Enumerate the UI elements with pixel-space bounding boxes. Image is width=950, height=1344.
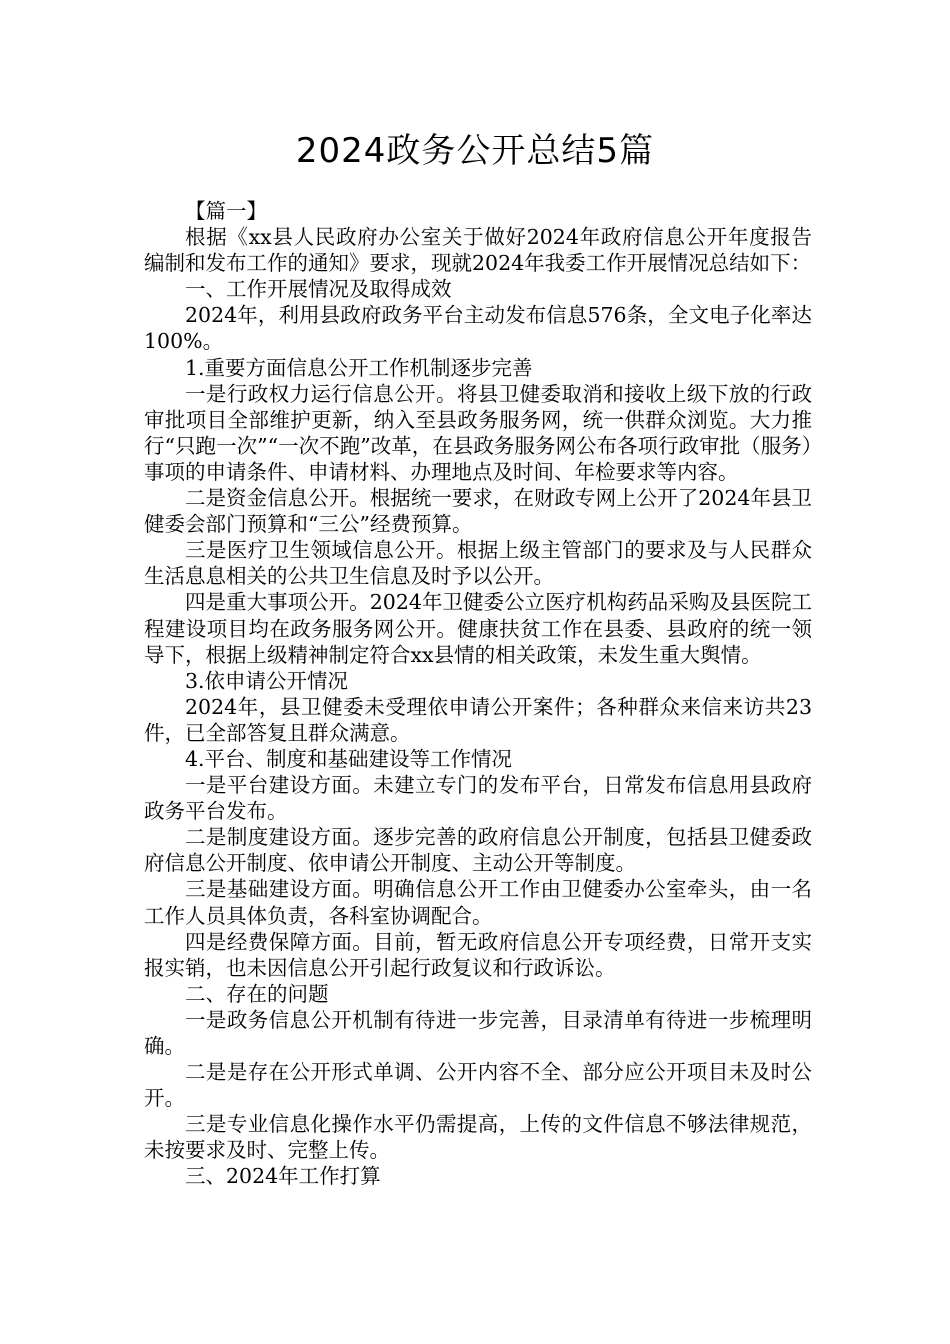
heading-2: 4.平台、制度和基础建设等工作情况 [185,746,513,771]
paragraph: 2024年，县卫健委未受理依申请公开案件；各种群众来信来访共23件，已全部答复且群众满意。 [144,694,812,745]
paragraph: 一是政务信息公开机制有待进一步完善，目录清单有待进一步梳理明确。 [144,1007,812,1058]
paragraph: 一是平台建设方面。未建立专门的发布平台，日常发布信息用县政府政务平台发布。 [144,773,812,824]
document-body [144,198,812,1190]
heading-1: 一、工作开展情况及取得成效 [185,277,452,302]
paragraph: 二是是存在公开形式单调、公开内容不全、部分应公开项目未及时公开。 [144,1060,812,1111]
document-title: 2024政务公开总结5篇 [295,131,655,171]
heading-2: 3.依申请公开情况 [185,668,349,693]
section-label: 【篇一】 [185,199,267,223]
heading-1: 二、存在的问题 [185,981,329,1006]
paragraph: 2024年，利用县政府政务平台主动发布信息576条，全文电子化率达100%。 [144,303,812,354]
paragraph: 四是经费保障方面。目前，暂无政府信息公开专项经费，日常开支实报实销，也未因信息公开引起行政复议和行政诉讼。 [144,929,812,980]
heading-2: 1.重要方面信息公开工作机制逐步完善 [185,355,533,380]
paragraph: 根据《xx县人民政府办公室关于做好2024年政府信息公开年度报告编制和发布工作的通知》要求，现就2024年我委工作开展情况总结如下： [144,225,812,276]
paragraph: 四是重大事项公开。2024年卫健委公立医疗机构药品采购及县医院工程建设项目均在政务服务网公开。健康扶贫工作在县委、县政府的统一领导下，根据上级精神制定符合xx县情的相关政策，未发生重大舆情。 [144,590,812,667]
paragraph: 三是专业信息化操作水平仍需提高，上传的文件信息不够法律规范，未按要求及时、完整上传。 [144,1112,812,1163]
paragraph: 一是行政权力运行信息公开。将县卫健委取消和接收上级下放的行政审批项目全部维护更新，纳入至县政务服务网，统一供群众浏览。大力推行“只跑一次”“一次不跑”改革，在县政务服务网公布各项行政审批（服务）事项的申请条件、申请材料、办理地点及时间、年检要求等内容。 [144,381,812,484]
paragraph: 三是基础建设方面。明确信息公开工作由卫健委办公室牵头，由一名工作人员具体负责，各科室协调配合。 [144,877,812,928]
paragraph: 二是制度建设方面。逐步完善的政府信息公开制度，包括县卫健委政府信息公开制度、依申请公开制度、主动公开等制度。 [144,825,812,876]
heading-1: 三、2024年工作打算 [185,1164,381,1189]
paragraph: 二是资金信息公开。根据统一要求，在财政专网上公开了2024年县卫健委会部门预算和“三公”经费预算。 [144,486,812,537]
paragraph: 三是医疗卫生领域信息公开。根据上级主管部门的要求及与人民群众生活息息相关的公共卫生信息及时予以公开。 [144,538,812,589]
